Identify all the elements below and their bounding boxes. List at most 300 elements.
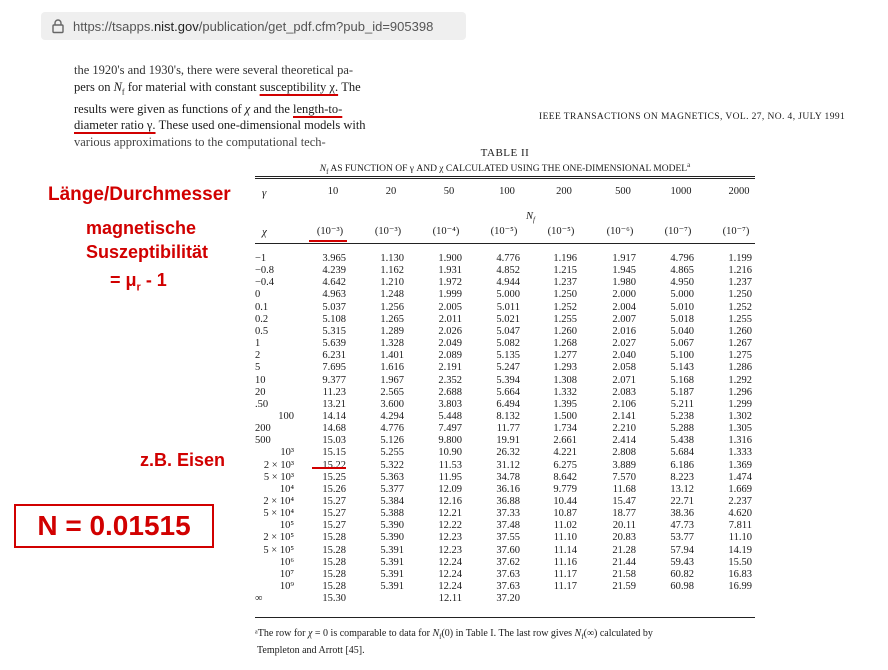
table-cell: 1.999 — [438, 289, 462, 301]
table-cell: 7.695 — [322, 362, 346, 374]
table-cell: 1.395 — [553, 398, 577, 410]
table-cell: 2.414 — [612, 435, 636, 447]
table-cell: 1.130 — [380, 253, 404, 264]
table-cell: 6.275 — [553, 459, 577, 471]
table-cell: 15.30 — [322, 593, 346, 605]
table-cell: 5.247 — [496, 362, 520, 374]
factor-header-cell: (10⁻⁶) — [606, 226, 634, 237]
table-cell: 14.19 — [728, 544, 752, 556]
chi-cell: 2 × 10³ — [263, 459, 294, 471]
eisen-value-underline — [312, 467, 346, 469]
table-cell: 1.268 — [553, 338, 577, 350]
table-cell: 1.734 — [553, 423, 577, 435]
gamma-header-cell: 500 — [615, 186, 631, 197]
table-cell: 4.776 — [496, 253, 520, 264]
chi-cell: 0.5 — [255, 325, 269, 337]
table-cell: 37.63 — [496, 581, 520, 593]
table-cell: 11.14 — [553, 544, 577, 556]
table-cell: 8.223 — [670, 471, 694, 483]
table-cell: 4.776 — [380, 423, 404, 435]
table-cell: 1.616 — [380, 362, 404, 374]
factor-header-cell: (10⁻⁴) — [432, 226, 460, 237]
table-cell: 1.292 — [728, 374, 752, 386]
table-cell: 1.369 — [728, 459, 752, 471]
table-cell: 11.53 — [438, 459, 462, 471]
table-cell: 2.565 — [380, 386, 404, 398]
table-cell: 1.945 — [612, 265, 636, 277]
table-cell: 2.026 — [438, 325, 462, 337]
table-cell: 5.067 — [670, 338, 694, 350]
table-cell: 1.260 — [553, 325, 577, 337]
table-cell: 1.255 — [553, 313, 577, 325]
table-cell: 5.448 — [438, 410, 462, 422]
table-cell: 5.438 — [670, 435, 694, 447]
table-cell: 5.000 — [496, 289, 520, 301]
table-cell: 7.811 — [728, 520, 752, 532]
table-cell: 20.11 — [612, 520, 636, 532]
chi-cell: 2 — [255, 350, 261, 362]
table-cell: 1.669 — [728, 483, 752, 495]
table-cell: 14.14 — [322, 410, 346, 422]
table-cell: 9.800 — [438, 435, 462, 447]
table-cell: 1.296 — [728, 386, 752, 398]
table-cell: 18.77 — [612, 508, 636, 520]
gamma-header-cell: 2000 — [728, 186, 750, 197]
table-cell: 15.28 — [322, 544, 346, 556]
table-cell: 5.315 — [322, 325, 346, 337]
table-cell: 2.661 — [553, 435, 577, 447]
table-cell: 3.889 — [612, 459, 636, 471]
chi-cell: 2 × 10⁵ — [263, 532, 294, 544]
table-cell: 2.106 — [612, 398, 636, 410]
table-cell: 1.248 — [380, 289, 404, 301]
table-cell: 15.15 — [322, 447, 346, 459]
table-rule-top — [255, 176, 755, 177]
chi-cell: 10⁷ — [279, 568, 294, 580]
table-cell: 37.55 — [496, 532, 520, 544]
table-cell: 11.10 — [728, 532, 752, 544]
chi-cell: 0.2 — [255, 313, 269, 325]
table-cell: 1.308 — [553, 374, 577, 386]
chi-label: χ — [262, 226, 267, 238]
gamma-header-cell: 10 — [327, 186, 339, 197]
table-cell: 4.620 — [728, 508, 752, 520]
table-cell: 3.600 — [380, 398, 404, 410]
table-cell: 2.089 — [438, 350, 462, 362]
table-cell: 2.005 — [438, 301, 462, 313]
table-cell: 2.688 — [438, 386, 462, 398]
chi-cell: 10⁹ — [279, 581, 294, 593]
table-cell: 1.967 — [380, 374, 404, 386]
chi-cell: 10 — [255, 374, 266, 386]
table-cell: 13.12 — [670, 483, 694, 495]
table-cell: 3.803 — [438, 398, 462, 410]
table-cell: 31.12 — [496, 459, 520, 471]
table-cell: 1.474 — [728, 471, 752, 483]
table-cell: 12.16 — [438, 496, 462, 507]
table-cell: 5.322 — [380, 459, 404, 471]
table-cell: 1.255 — [728, 313, 752, 325]
table-cell: 2.141 — [612, 410, 636, 422]
table-cell: 19.91 — [496, 435, 520, 447]
susceptibility-underlined: susceptibility χ. — [259, 79, 339, 94]
journal-header: IEEE TRANSACTIONS ON MAGNETICS, VOL. 27, NO. 4, JULY 1991 — [539, 112, 846, 122]
chi-cell: 5 — [255, 362, 261, 374]
footnote-line-2: Templeton and Arrott [45]. — [257, 645, 365, 656]
chi-cell: 100 — [278, 410, 294, 422]
chi-cell: 200 — [255, 423, 271, 435]
gamma-header-cell: 100 — [499, 186, 515, 197]
table-cell: 14.68 — [322, 423, 346, 435]
paper-line-2: results were given as functions of χ and the length-to- — [74, 101, 343, 116]
paper-paragraph — [74, 63, 434, 149]
table-cell: 2.040 — [612, 350, 636, 362]
table-cell: 11.95 — [438, 471, 462, 483]
table-cell: 1.500 — [553, 410, 577, 422]
table-cell: 12.24 — [438, 581, 462, 593]
table-cell: 15.28 — [322, 532, 346, 544]
table-cell: 1.196 — [553, 253, 577, 264]
table-cell: 1.256 — [380, 301, 404, 313]
table-cell: 5.684 — [670, 447, 694, 459]
table-cell: 2.011 — [438, 313, 462, 325]
table-cell: 5.394 — [496, 374, 520, 386]
table-cell: 34.78 — [496, 471, 520, 483]
table-cell: 4.642 — [322, 277, 346, 289]
table-cell: 12.23 — [438, 544, 462, 556]
table-cell: 1.286 — [728, 362, 752, 374]
paper-line-1: pers on $N_f$ for material with constant susceptibility χ. The — [74, 79, 361, 96]
table-cell: 15.03 — [322, 435, 346, 447]
table-cell: 11.23 — [322, 386, 346, 398]
table-cell: 1.265 — [380, 313, 404, 325]
table-cell: 37.48 — [496, 520, 520, 532]
table-cell: 2.016 — [612, 325, 636, 337]
table-caption: $N_f$ AS FUNCTION OF γ AND χ CALCULATED USING THE ONE-DIMENSIONAL MODEL$^a$ — [319, 161, 691, 177]
table-cell: 6.231 — [322, 350, 346, 362]
chi-cell: 10⁴ — [279, 483, 294, 495]
table-cell: 8.132 — [496, 410, 520, 422]
chi-cell: 10³ — [280, 447, 294, 459]
table-cell: 5.082 — [496, 338, 520, 350]
chi-cell: 5 × 10³ — [263, 471, 294, 483]
annotation-laenge: Länge/Durchmesser — [48, 184, 231, 205]
table-cell: 5.377 — [380, 483, 404, 495]
factor-header-cell: (10⁻⁵) — [490, 226, 518, 237]
table-cell: 1.216 — [728, 265, 752, 277]
table-cell: 5.388 — [380, 508, 404, 520]
table-cell: 13.21 — [322, 398, 346, 410]
table-cell: 12.22 — [438, 520, 462, 532]
factor-header-cell: (10⁻⁵) — [547, 226, 575, 237]
table-cell: 36.88 — [496, 496, 520, 507]
table-cell: 11.17 — [553, 568, 577, 580]
table-cell: 4.950 — [670, 277, 694, 289]
table-cell: 5.187 — [670, 386, 694, 398]
gamma-header-cell: 20 — [385, 186, 397, 197]
table-cell: 15.26 — [322, 483, 346, 495]
table-cell: 2.083 — [612, 386, 636, 398]
table-cell: 2.191 — [438, 362, 462, 374]
table-cell: 6.186 — [670, 459, 694, 471]
table-cell: 5.391 — [380, 556, 404, 568]
table-cell: 5.000 — [670, 289, 694, 301]
table-cell: 11.68 — [612, 483, 636, 495]
table-cell: 15.27 — [322, 508, 346, 520]
table-cell: 1.252 — [553, 301, 577, 313]
table-cell: 5.047 — [496, 325, 520, 337]
table-cell: 5.391 — [380, 544, 404, 556]
table-cell: 11.10 — [553, 532, 577, 544]
table-cell: 5.639 — [322, 338, 346, 350]
table-cell: 37.62 — [496, 556, 520, 568]
table-cell: 1.162 — [380, 265, 404, 277]
chi-cell: 0 — [255, 289, 261, 301]
table-cell: 1.305 — [728, 423, 752, 435]
annotation-n-value: N = 0.01515 — [14, 504, 214, 548]
table-cell: 53.77 — [670, 532, 694, 544]
table-cell: 15.28 — [322, 556, 346, 568]
table-cell: 47.73 — [670, 520, 694, 532]
factor-header-cell: (10⁻⁷) — [722, 226, 750, 237]
chi-cell: 1 — [255, 338, 261, 350]
gamma-header-cell: 200 — [556, 186, 572, 197]
table-cell: 5.211 — [670, 398, 694, 410]
table-cell: 5.040 — [670, 325, 694, 337]
table-cell: 11.77 — [496, 423, 520, 435]
table-cell: 21.58 — [612, 568, 636, 580]
diameter-ratio-underlined: diameter ratio γ. — [74, 118, 156, 132]
table-cell: 1.267 — [728, 338, 752, 350]
factor-header-cell: (10⁻³) — [316, 226, 344, 237]
chi-cell: ∞ — [255, 593, 263, 605]
table-cell: 15.25 — [322, 471, 346, 483]
table-cell: 1.250 — [728, 289, 752, 301]
table-cell: 11.17 — [553, 581, 577, 593]
table-cell: 1.931 — [438, 265, 462, 277]
table-cell: 1.299 — [728, 398, 752, 410]
table-cell: 1.293 — [553, 362, 577, 374]
url-text[interactable]: https://tsapps.nist.gov/publication/get_pdf.cfm?pub_id=905398 — [73, 18, 434, 34]
annotation-magnetische: magnetische — [86, 218, 197, 238]
table-cell: 5.363 — [380, 471, 404, 483]
annotation-mu-r: = $\mu_r - 1$ — [110, 270, 167, 294]
table-cell: 22.71 — [670, 496, 694, 507]
table-cell: 21.59 — [612, 581, 636, 593]
table-cell: 4.294 — [380, 410, 404, 422]
table-cell: 7.497 — [438, 423, 462, 435]
table-cell: 2.007 — [612, 313, 636, 325]
table-cell: 12.21 — [438, 508, 462, 520]
table-cell: 1.332 — [553, 386, 577, 398]
table-rule-header — [255, 243, 755, 244]
table-cell: 1.302 — [728, 410, 752, 422]
paper-line-3: diameter ratio γ. These used one-dimensional models with — [74, 118, 366, 132]
table-cell: 37.60 — [496, 544, 520, 556]
table-cell: 4.221 — [553, 447, 577, 459]
table-cell: 1.199 — [728, 253, 752, 264]
table-cell: 4.963 — [322, 289, 346, 301]
table-cell: 1.210 — [380, 277, 404, 289]
chi-cell: 0.1 — [255, 301, 269, 313]
table-cell: 1.980 — [612, 277, 636, 289]
nf-label: $N_f$ — [526, 211, 535, 225]
table-cell: 26.32 — [496, 447, 520, 459]
table-cell: 2.049 — [438, 338, 462, 350]
table-cell: 60.82 — [670, 568, 694, 580]
chi-cell: .50 — [255, 398, 269, 410]
table-cell: 15.27 — [322, 496, 346, 507]
gamma-label: γ — [262, 187, 267, 199]
table-cell: 1.250 — [553, 289, 577, 301]
table-cell: 1.333 — [728, 447, 752, 459]
length-to-underlined: length-to- — [293, 101, 343, 116]
table-cell: 2.237 — [728, 496, 752, 507]
factor-header-cell: (10⁻³) — [374, 226, 402, 237]
chi-cell: 500 — [255, 435, 271, 447]
factor-header-cell: (10⁻⁷) — [664, 226, 692, 237]
gamma-header-cell: 50 — [443, 186, 455, 197]
table-cell: 2.000 — [612, 289, 636, 301]
table-cell: 4.944 — [496, 277, 520, 289]
table-footnote — [255, 627, 765, 657]
factor-underline — [309, 240, 347, 242]
table-cell: 2.027 — [612, 338, 636, 350]
table-cell: 2.071 — [612, 374, 636, 386]
table-cell: 15.50 — [728, 556, 752, 568]
table-cell: 5.100 — [670, 350, 694, 362]
table-cell: 12.09 — [438, 483, 462, 495]
table-cell: 16.83 — [728, 568, 752, 580]
table-cell: 37.33 — [496, 508, 520, 520]
table-cell: 1.252 — [728, 301, 752, 313]
table-cell: 1.277 — [553, 350, 577, 362]
table-cell: 5.390 — [380, 532, 404, 544]
table-cell: 1.917 — [612, 253, 636, 264]
table-rule-bottom — [255, 617, 755, 618]
table-cell: 1.900 — [438, 253, 462, 264]
table-cell: 2.352 — [438, 374, 462, 386]
table-cell: 5.018 — [670, 313, 694, 325]
table-cell: 1.237 — [728, 277, 752, 289]
table-cell: 15.27 — [322, 520, 346, 532]
paper-line-0: the 1920's and 1930's, there were several theoretical pa- — [74, 63, 354, 77]
table-cell: 5.390 — [380, 520, 404, 532]
table-cell: 2.210 — [612, 423, 636, 435]
table-cell: 36.16 — [496, 483, 520, 495]
chi-cell: 20 — [255, 386, 266, 398]
table-cell: 1.215 — [553, 265, 577, 277]
table-cell: 2.808 — [612, 447, 636, 459]
table-cell: 21.28 — [612, 544, 636, 556]
table-cell: 37.20 — [496, 593, 520, 605]
table-cell: 2.004 — [612, 301, 636, 313]
table-cell: 4.239 — [322, 265, 346, 277]
chi-cell: −1 — [255, 253, 267, 264]
table-cell: 38.36 — [670, 508, 694, 520]
chi-cell: 5 × 10⁴ — [263, 508, 294, 520]
table-cell: 11.02 — [553, 520, 577, 532]
table-cell: 5.391 — [380, 581, 404, 593]
table-cell: 5.664 — [496, 386, 520, 398]
table-cell: 5.135 — [496, 350, 520, 362]
gamma-header-cell: 1000 — [670, 186, 692, 197]
table-cell: 12.11 — [438, 593, 462, 605]
table-cell: 10.90 — [438, 447, 462, 459]
table-cell: 5.288 — [670, 423, 694, 435]
table-cell: 6.494 — [496, 398, 520, 410]
table-cell: 3.965 — [322, 253, 346, 264]
table-cell: 16.99 — [728, 581, 752, 593]
table-cell: 5.021 — [496, 313, 520, 325]
table-cell: 15.28 — [322, 568, 346, 580]
table-cell: 57.94 — [670, 544, 694, 556]
lock-icon[interactable] — [47, 15, 69, 37]
table-cell: 5.143 — [670, 362, 694, 374]
chi-cell: 2 × 10⁴ — [263, 496, 294, 507]
table-cell: 1.401 — [380, 350, 404, 362]
table-cell: 4.852 — [496, 265, 520, 277]
table-cell: 37.63 — [496, 568, 520, 580]
table-cell: 59.43 — [670, 556, 694, 568]
address-bar[interactable] — [41, 12, 466, 40]
table-cell: 5.126 — [380, 435, 404, 447]
table-cell: 21.44 — [612, 556, 636, 568]
chi-cell: 10⁵ — [279, 520, 294, 532]
table-cell: 5.168 — [670, 374, 694, 386]
table-cell: 12.24 — [438, 568, 462, 580]
table-cell: 5.238 — [670, 410, 694, 422]
table-cell: 5.391 — [380, 568, 404, 580]
table-cell: 12.24 — [438, 556, 462, 568]
footnote-line-1: ᵃThe row for χ = 0 is comparable to data for $N_f(0)$ in Table I. The last row gives $N_f(\infty)$ calculated by — [255, 628, 653, 641]
annotation-eisen: z.B. Eisen — [140, 450, 226, 470]
chi-cell: 10⁶ — [279, 556, 294, 568]
table-cell: 1.972 — [438, 277, 462, 289]
chi-cell: −0.8 — [255, 265, 275, 277]
table-cell: 20.83 — [612, 532, 636, 544]
table-cell: 9.377 — [322, 374, 346, 386]
table-cell: 1.237 — [553, 277, 577, 289]
table-cell: 4.865 — [670, 265, 694, 277]
table-cell: 5.011 — [496, 301, 520, 313]
table-cell: 10.87 — [553, 508, 577, 520]
chi-cell: −0.4 — [255, 277, 275, 289]
table-cell: 15.22 — [322, 459, 346, 471]
table-cell: 5.384 — [380, 496, 404, 507]
table-cell: 15.28 — [322, 581, 346, 593]
table-cell: 1.289 — [380, 325, 404, 337]
table-cell: 1.275 — [728, 350, 752, 362]
table-cell: 10.44 — [553, 496, 577, 507]
table-cell: 8.642 — [553, 471, 577, 483]
table-cell: 5.255 — [380, 447, 404, 459]
table-cell: 15.47 — [612, 496, 636, 507]
chi-cell: 5 × 10⁵ — [263, 544, 294, 556]
table-cell: 5.010 — [670, 301, 694, 313]
table-rule-top2 — [255, 178, 755, 179]
paper-line-4: various approximations to the computational tech- — [74, 134, 326, 149]
table-title: TABLE II — [480, 147, 530, 159]
table-cell: 1.328 — [380, 338, 404, 350]
table-cell: 9.779 — [553, 483, 577, 495]
table-cell: 60.98 — [670, 581, 694, 593]
table-cell: 12.23 — [438, 532, 462, 544]
table-cell: 11.16 — [553, 556, 577, 568]
annotation-suszeptibilitaet: Suszeptibilität — [86, 242, 209, 262]
table-cell: 5.037 — [322, 301, 346, 313]
table-cell: 1.316 — [728, 435, 752, 447]
